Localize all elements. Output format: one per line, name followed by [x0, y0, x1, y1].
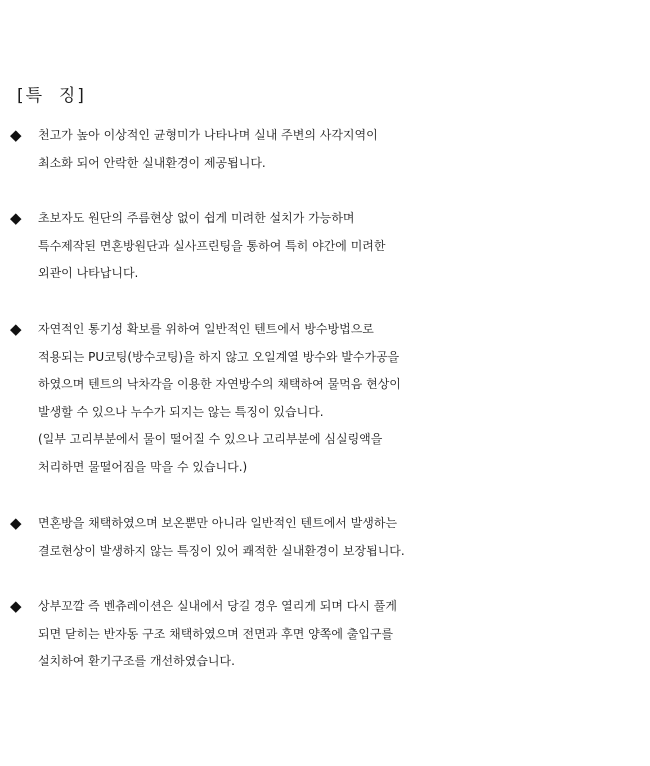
diamond-bullet-icon: ◆ — [10, 126, 22, 144]
feature-line: 특수제작된 면혼방원단과 실사프린팅을 통하여 특히 야간에 미려한 — [38, 238, 386, 253]
feature-line: 적용되는 PU코팅(방수코팅)을 하지 않고 오일계열 방수와 발수가공을 — [38, 349, 400, 364]
diamond-bullet-icon: ◆ — [10, 320, 22, 338]
feature-line: 초보자도 원단의 주름현상 없이 쉽게 미려한 설치가 가능하며 — [38, 211, 355, 225]
feature-line: 최소화 되어 안락한 실내환경이 제공됩니다. — [38, 155, 266, 170]
section-title: [특 징] — [17, 86, 86, 106]
feature-item-3 — [10, 316, 644, 481]
feature-line: 설치하여 환기구조를 개선하였습니다. — [38, 654, 235, 668]
feature-line: 천고가 높아 이상적인 균형미가 나타나며 실내 주변의 사각지역이 — [38, 128, 378, 142]
diamond-bullet-icon: ◆ — [10, 209, 22, 227]
feature-line: 결로현상이 발생하지 않는 특징이 있어 쾌적한 실내환경이 보장됩니다. — [38, 543, 405, 558]
feature-line: 면혼방을 채택하였으며 보온뿐만 아니라 일반적인 텐트에서 발생하는 — [38, 516, 398, 530]
feature-line: 상부꼬깔 즉 벤츄레이션은 실내에서 당길 경우 열리게 되며 다시 풀게 — [38, 599, 397, 613]
feature-item-4 — [10, 510, 644, 565]
feature-item-1 — [10, 122, 644, 177]
feature-line: (일부 고리부분에서 물이 떨어질 수 있으나 고리부분에 심실링액을 — [38, 432, 383, 446]
feature-line: 처리하면 물떨어짐을 막을 수 있습니다.) — [38, 459, 248, 474]
feature-item-2 — [10, 205, 644, 288]
feature-line: 외관이 나타납니다. — [38, 266, 139, 280]
diamond-bullet-icon: ◆ — [10, 597, 22, 615]
feature-line: 발생할 수 있으나 누수가 되지는 않는 특징이 있습니다. — [38, 404, 324, 419]
feature-line: 되면 닫히는 반자동 구조 채택하였으며 전면과 후면 양쪽에 출입구를 — [38, 626, 394, 641]
feature-item-5 — [10, 593, 644, 676]
diamond-bullet-icon: ◆ — [10, 514, 22, 532]
feature-line: 하였으며 텐트의 낙차각을 이용한 자연방수의 채택하여 물먹음 현상이 — [38, 377, 401, 391]
feature-line: 자연적인 통기성 확보를 위하여 일반적인 텐트에서 방수방법으로 — [38, 322, 374, 336]
